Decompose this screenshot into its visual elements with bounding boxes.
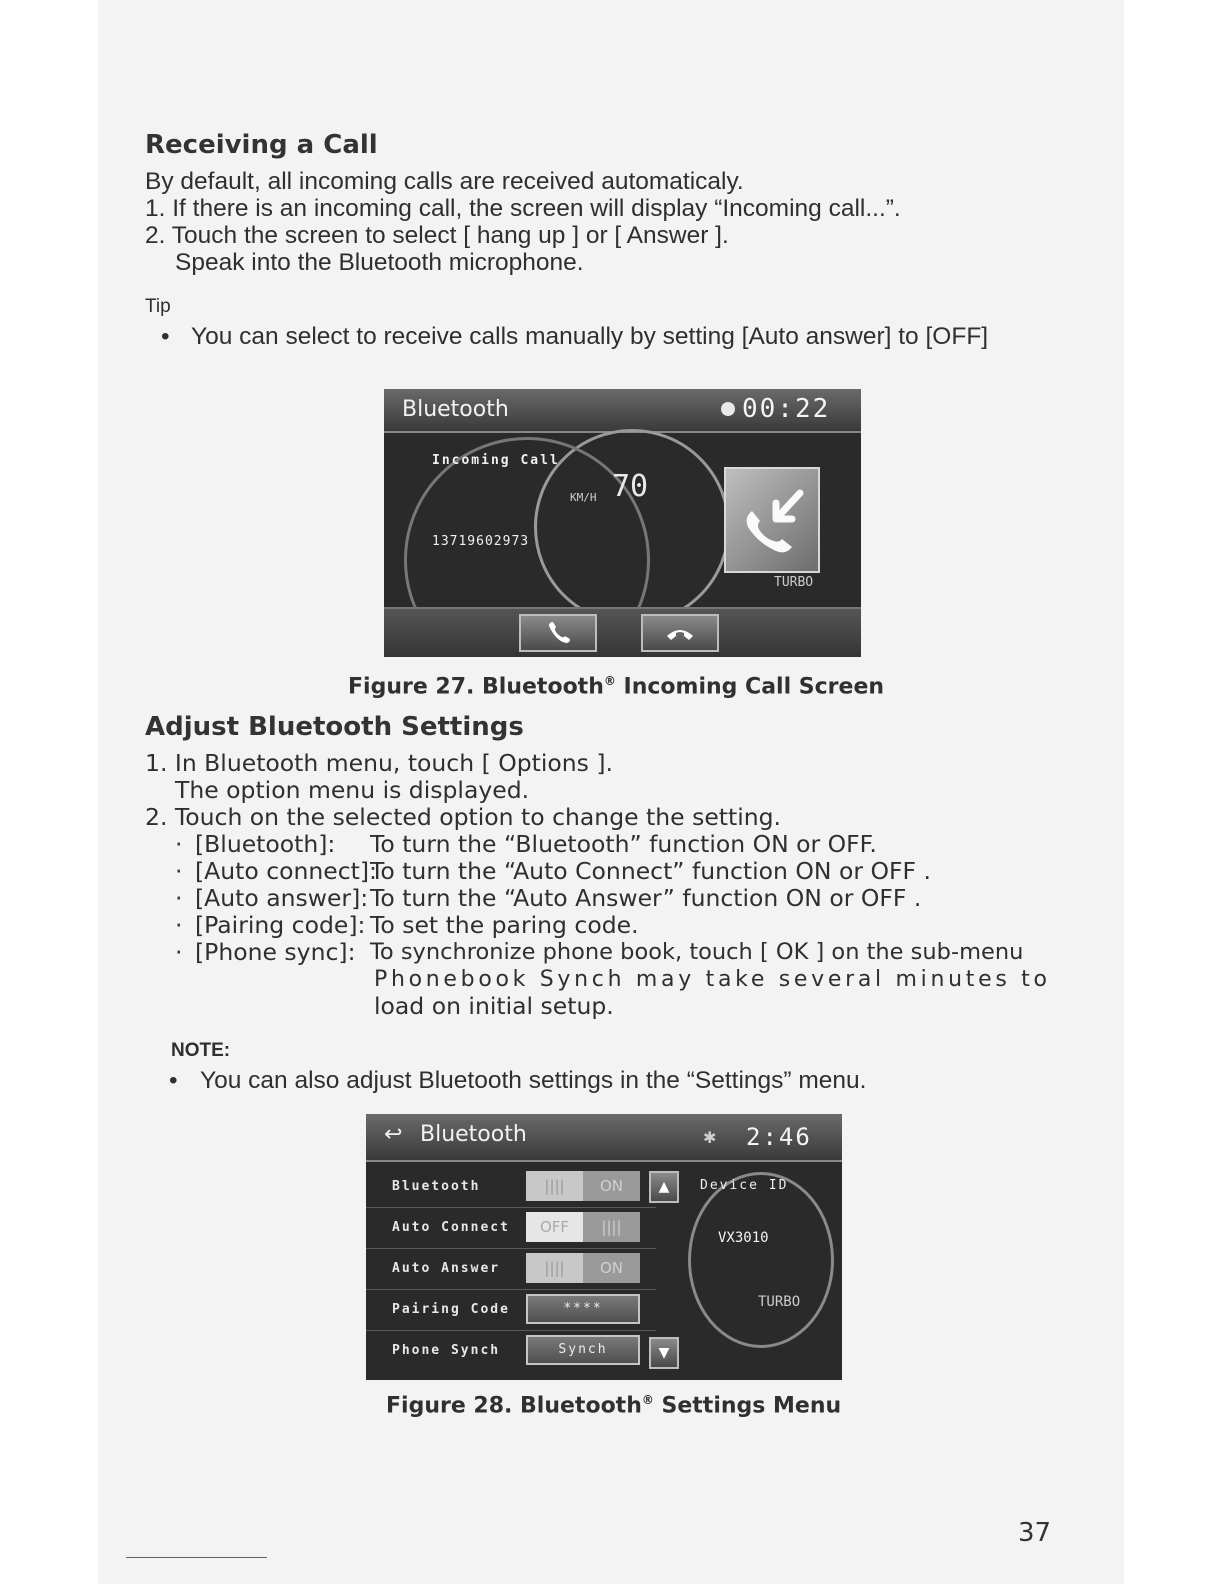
option-item: ·: [175, 830, 183, 858]
incoming-call-phone-icon: [724, 467, 820, 573]
figure-28-caption: [386, 1393, 841, 1418]
phone-sync-note-2: load on initial setup.: [374, 992, 614, 1020]
settings-title-bar: [366, 1114, 842, 1162]
toggle-left: ||||: [526, 1253, 583, 1283]
note-text: You can also adjust Bluetooth settings in the “Settings” menu.: [200, 1067, 867, 1094]
call-action-bar: [384, 607, 861, 657]
turbo-label: TURBO: [774, 575, 814, 590]
phone-synch-button[interactable]: Synch: [526, 1335, 640, 1365]
toggle-right: ON: [583, 1253, 640, 1283]
setting-row-pairing-code[interactable]: [366, 1290, 656, 1331]
toggle-right: ||||: [583, 1212, 640, 1242]
auto-connect-toggle[interactable]: [526, 1212, 640, 1242]
option-key: [Pairing code]:: [195, 911, 366, 939]
figure-28-caption-text: Figure 28. Bluetooth: [386, 1393, 642, 1419]
option-key: [Phone sync]:: [195, 938, 356, 966]
setting-label: Auto Connect: [392, 1220, 510, 1235]
device-gauge: [688, 1172, 834, 1348]
option-desc: To synchronize phone book, touch [ OK ] on the sub-menu: [370, 939, 1024, 965]
figure-27-caption: [348, 674, 884, 699]
adjust-step-2: 2. Touch on the selected option to change the setting.: [145, 803, 782, 831]
phone-arrow-icon: [726, 469, 818, 571]
setting-row-auto-answer[interactable]: [366, 1249, 656, 1290]
phone-sync-note-1: Phonebook Synch may take several minutes to: [374, 967, 1051, 992]
device-id-value: VX3010: [718, 1230, 769, 1246]
speed-value: 70: [612, 469, 649, 504]
receiving-step-1: 1. If there is an incoming call, the screen will display “Incoming call...”.: [145, 195, 901, 222]
setting-row-phone-synch[interactable]: [366, 1331, 656, 1371]
option-key: [Auto answer]:: [195, 884, 369, 912]
setting-label: Bluetooth: [392, 1179, 481, 1194]
setting-label: Phone Synch: [392, 1343, 501, 1358]
figure-28-caption-rest: Settings Menu: [653, 1393, 842, 1419]
note-bullet: •: [169, 1067, 178, 1094]
speed-unit: KM/H: [570, 491, 597, 504]
option-item: ·: [175, 857, 183, 885]
note-label: NOTE:: [171, 1040, 231, 1061]
incoming-call-text: Incoming Call: [432, 453, 560, 468]
hang-up-phone-icon: [663, 618, 697, 648]
figure-27-caption-rest: Incoming Call Screen: [615, 674, 885, 700]
incoming-call-screenshot: [384, 389, 861, 657]
tip-text: You can select to receive calls manually by setting [Auto answer] to [OFF]: [191, 323, 989, 350]
hang-up-button[interactable]: [641, 614, 719, 652]
receiving-step-2: 2. Touch the screen to select [ hang up ] or [ Answer ].: [145, 222, 729, 249]
receiving-heading: Receiving a Call: [145, 130, 378, 160]
auto-answer-toggle[interactable]: [526, 1253, 640, 1283]
caller-number: 13719602973: [432, 534, 530, 549]
page-number: 37: [1018, 1518, 1052, 1548]
device-id-label: Device ID: [700, 1178, 789, 1193]
screen-title: Bluetooth: [402, 397, 509, 422]
receiving-intro: By default, all incoming calls are received automaticaly.: [145, 168, 744, 195]
recording-dot-icon: [721, 402, 735, 416]
footer-rule: [126, 1557, 267, 1558]
tip-label: Tip: [145, 296, 171, 317]
option-key: [Bluetooth]:: [195, 830, 336, 858]
option-desc: To turn the “Bluetooth” function ON or OFF.: [370, 830, 877, 858]
option-desc: To turn the “Auto Connect” function ON or OFF .: [370, 857, 931, 885]
bluetooth-toggle[interactable]: [526, 1171, 640, 1201]
call-timer: 00:22: [742, 394, 831, 424]
adjust-step-1-cont: The option menu is displayed.: [175, 776, 530, 804]
bluetooth-status-icon: ✱: [703, 1128, 717, 1147]
settings-clock: 2:46: [746, 1123, 812, 1151]
toggle-left: ||||: [526, 1171, 583, 1201]
answer-phone-icon: [543, 618, 573, 648]
setting-label: Pairing Code: [392, 1302, 510, 1317]
setting-row-auto-connect[interactable]: [366, 1208, 656, 1249]
receiving-step-2-cont: Speak into the Bluetooth microphone.: [175, 249, 584, 276]
setting-row-bluetooth[interactable]: [366, 1167, 656, 1208]
option-desc: To set the paring code.: [370, 911, 639, 939]
option-item: ·: [175, 884, 183, 912]
option-desc: To turn the “Auto Answer” function ON or OFF .: [370, 884, 922, 912]
manual-page: [98, 0, 1124, 1584]
adjust-heading: Adjust Bluetooth Settings: [145, 712, 524, 742]
setting-label: Auto Answer: [392, 1261, 501, 1276]
option-item: ·: [175, 911, 183, 939]
figure-28-registered: ®: [641, 1393, 654, 1407]
figure-27-registered: ®: [603, 674, 616, 688]
tip-bullet: •: [161, 323, 170, 350]
option-item: ·: [175, 938, 183, 966]
back-arrow-icon[interactable]: ↩: [384, 1122, 403, 1147]
option-key: [Auto connect]:: [195, 857, 377, 885]
toggle-right: ON: [583, 1171, 640, 1201]
adjust-step-1: 1. In Bluetooth menu, touch [ Options ].: [145, 749, 614, 777]
settings-title: Bluetooth: [420, 1122, 527, 1147]
turbo-label: TURBO: [758, 1294, 801, 1310]
scroll-up-button[interactable]: ▲: [649, 1171, 679, 1203]
bluetooth-settings-screenshot: [366, 1114, 842, 1380]
screen-title-bar: [384, 389, 861, 433]
scroll-down-button[interactable]: ▼: [649, 1337, 679, 1369]
pairing-code-field[interactable]: ****: [526, 1294, 640, 1324]
figure-27-caption-text: Figure 27. Bluetooth: [348, 674, 604, 700]
toggle-left: OFF: [526, 1212, 583, 1242]
answer-call-button[interactable]: [519, 614, 597, 652]
